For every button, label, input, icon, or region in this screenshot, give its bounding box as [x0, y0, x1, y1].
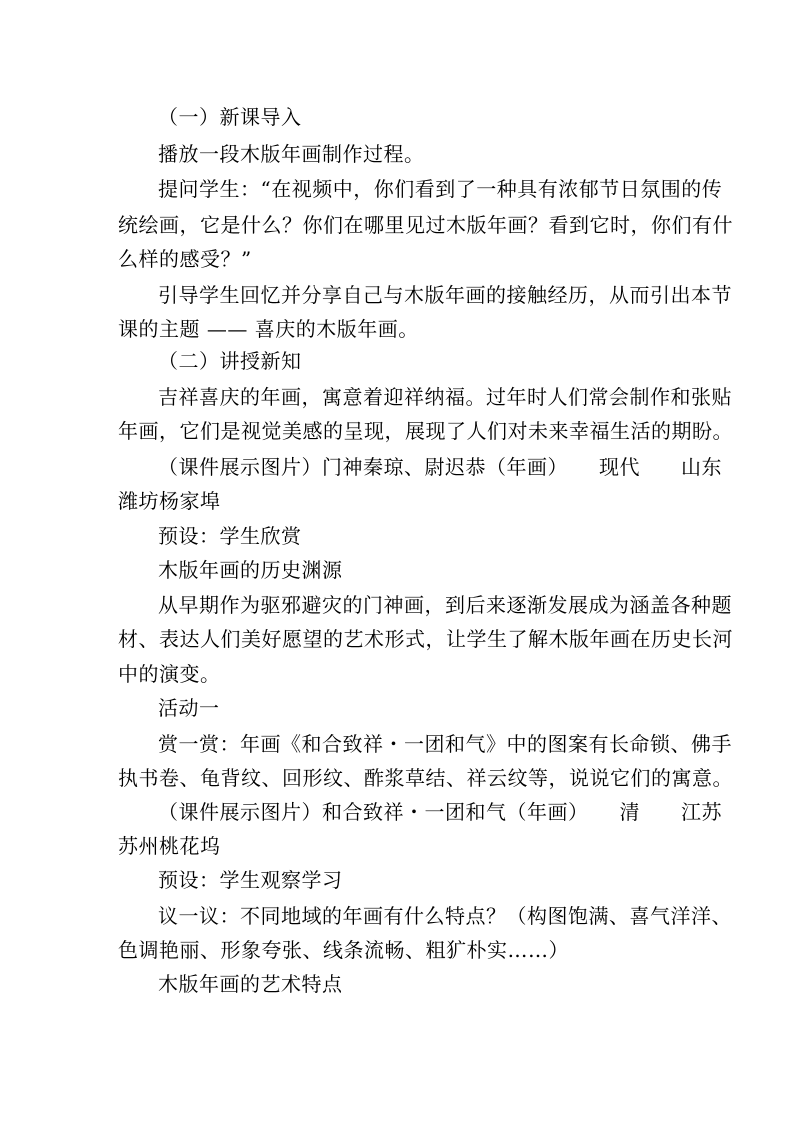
paragraph-line: （课件展示图片）门神秦琼、尉迟恭（年画） 现代 山东: [158, 455, 722, 479]
paragraph-line: 预设：学生观察学习: [158, 868, 343, 892]
paragraph-line: 苏州桃花坞: [118, 834, 221, 858]
subheading-art-features: 木版年画的艺术特点: [158, 972, 343, 996]
paragraph-line: 赏一赏：年画《和合致祥・一团和气》中的图案有长命锁、佛手: [158, 732, 732, 756]
section-heading-new-knowledge: （二）讲授新知: [158, 349, 302, 373]
paragraph-line: 预设：学生欣赏: [158, 524, 302, 548]
subheading-activity-one: 活动一: [158, 696, 220, 720]
paragraph-line: 吉祥喜庆的年画，寓意着迎祥纳福。过年时人们常会制作和张贴: [158, 385, 732, 409]
paragraph-line: 么样的感受？”: [118, 247, 252, 271]
subheading-history: 木版年画的历史渊源: [158, 558, 343, 582]
paragraph-line: 中的演变。: [118, 662, 221, 686]
paragraph-line: 议一议：不同地域的年画有什么特点？（构图饱满、喜气洋洋、: [158, 904, 732, 928]
paragraph-line: 提问学生：“在视频中，你们看到了一种具有浓郁节日氛围的传: [158, 177, 723, 201]
section-heading-intro: （一）新课导入: [158, 105, 302, 129]
paragraph-line: 色调艳丽、形象夸张、线条流畅、粗犷朴实……）: [118, 938, 569, 962]
paragraph-line: 统绘画，它是什么？你们在哪里见过木版年画？看到它时，你们有什: [118, 213, 733, 237]
paragraph-line: 从早期作为驱邪避灾的门神画，到后来逐渐发展成为涵盖各种题: [158, 593, 732, 617]
paragraph-line: 课的主题 —— 喜庆的木版年画。: [118, 317, 419, 341]
paragraph-line: 引导学生回忆并分享自己与木版年画的接触经历，从而引出本节: [158, 283, 732, 307]
paragraph-line: 年画，它们是视觉美感的呈现，展现了人们对未来幸福生活的期盼。: [118, 419, 733, 443]
paragraph-line: 材、表达人们美好愿望的艺术形式，让学生了解木版年画在历史长河: [118, 627, 733, 651]
paragraph-line: （课件展示图片）和合致祥・一团和气（年画） 清 江苏: [158, 800, 722, 824]
paragraph-line: 潍坊杨家埠: [118, 489, 221, 513]
paragraph-line: 播放一段木版年画制作过程。: [158, 142, 425, 166]
paragraph-line: 执书卷、龟背纹、回形纹、酢浆草结、祥云纹等，说说它们的寓意。: [118, 766, 733, 790]
